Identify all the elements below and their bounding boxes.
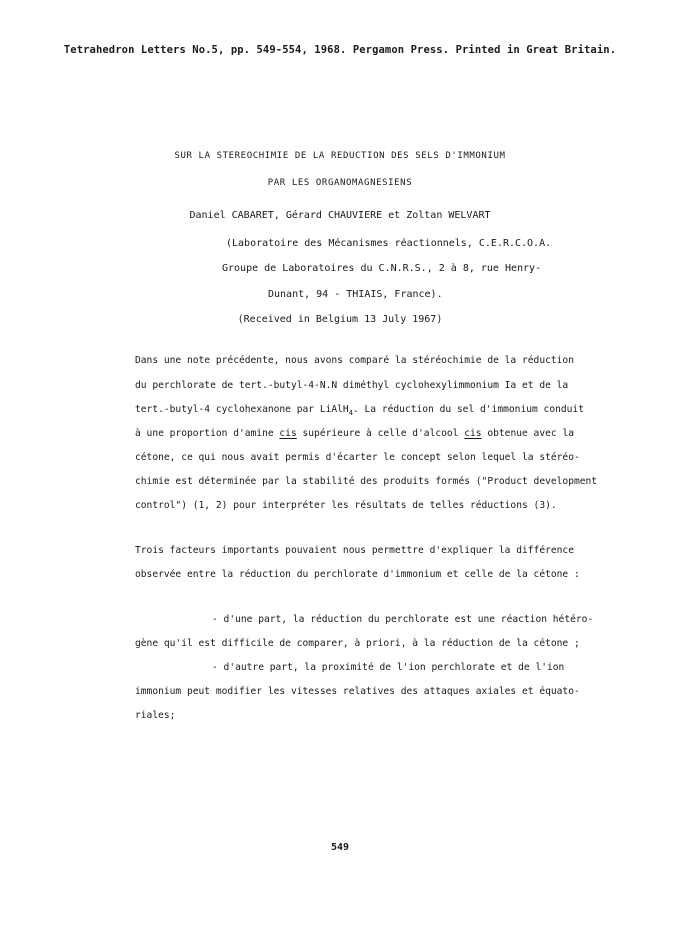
subscript: 4 (348, 408, 353, 417)
affiliation-line-1: (Laboratoire des Mécanismes réactionnels, C.E.R.C.O.A. (226, 238, 552, 249)
cis-underlined: cis (279, 428, 297, 439)
paragraph-1-line-3: tert.-butyl-4 cyclohexanone par LiAlH$_4$. La réduction du sel d'immonium conduit (135, 404, 584, 417)
paragraph-2-line-2: observée entre la réduction du perchlorate d'immonium et celle de la cétone : (135, 569, 580, 580)
cis-underlined: cis (464, 428, 482, 439)
affiliation-line-3: Dunant, 94 - THIAIS, France). (268, 289, 443, 300)
item-2-line-3: riales; (135, 710, 176, 721)
title-line-1: SUR LA STEREOCHIMIE DE LA REDUCTION DES SELS D'IMMONIUM (174, 151, 506, 161)
received-date: (Received in Belgium 13 July 1967) (237, 314, 443, 325)
item-1-line-1: - d'une part, la réduction du perchlorate est une réaction hétéro- (212, 614, 594, 625)
authors: Daniel CABARET, Gérard CHAUVIERE et Zoltan WELVART (189, 210, 491, 221)
paragraph-1-line-5: cétone, ce qui nous avait permis d'écarter le concept selon lequel la stéréo- (135, 452, 580, 463)
paragraph-2-line-1: Trois facteurs importants pouvaient nous permettre d'expliquer la différence (135, 545, 574, 556)
affiliation-line-2: Groupe de Laboratoires du C.N.R.S., 2 à 8, rue Henry- (222, 263, 542, 274)
item-2-line-1: - d'autre part, la proximité de l'ion perchlorate et de l'ion (212, 662, 565, 673)
paragraph-1-line-6: chimie est déterminée par la stabilité des produits formés ("Product development (135, 476, 598, 487)
paragraph-1-line-1: Dans une note précédente, nous avons comparé la stéréochimie de la réduction (135, 355, 574, 366)
paragraph-1-line-4: à une proportion d'amine cis supérieure à celle d'alcool cis obtenue avec la (135, 428, 574, 439)
item-1-line-2: gène qu'il est difficile de comparer, à priori, à la réduction de la cétone ; (135, 638, 580, 649)
page-number: 549 (330, 842, 350, 853)
item-2-line-2: immonium peut modifier les vitesses relatives des attaques axiales et équato- (135, 686, 580, 697)
paragraph-1-line-7: control") (1, 2) pour interpréter les résultats de telles réductions (3). (135, 500, 557, 511)
paragraph-1-line-2: du perchlorate de tert.-butyl-4-N.N diméthyl cyclohexylimmonium Ia et de la (135, 380, 569, 391)
journal-header: Tetrahedron Letters No.5, pp. 549-554, 1968. Pergamon Press. Printed in Great Britain. (63, 44, 617, 56)
title-line-2: PAR LES ORGANOMAGNESIENS (267, 178, 413, 188)
